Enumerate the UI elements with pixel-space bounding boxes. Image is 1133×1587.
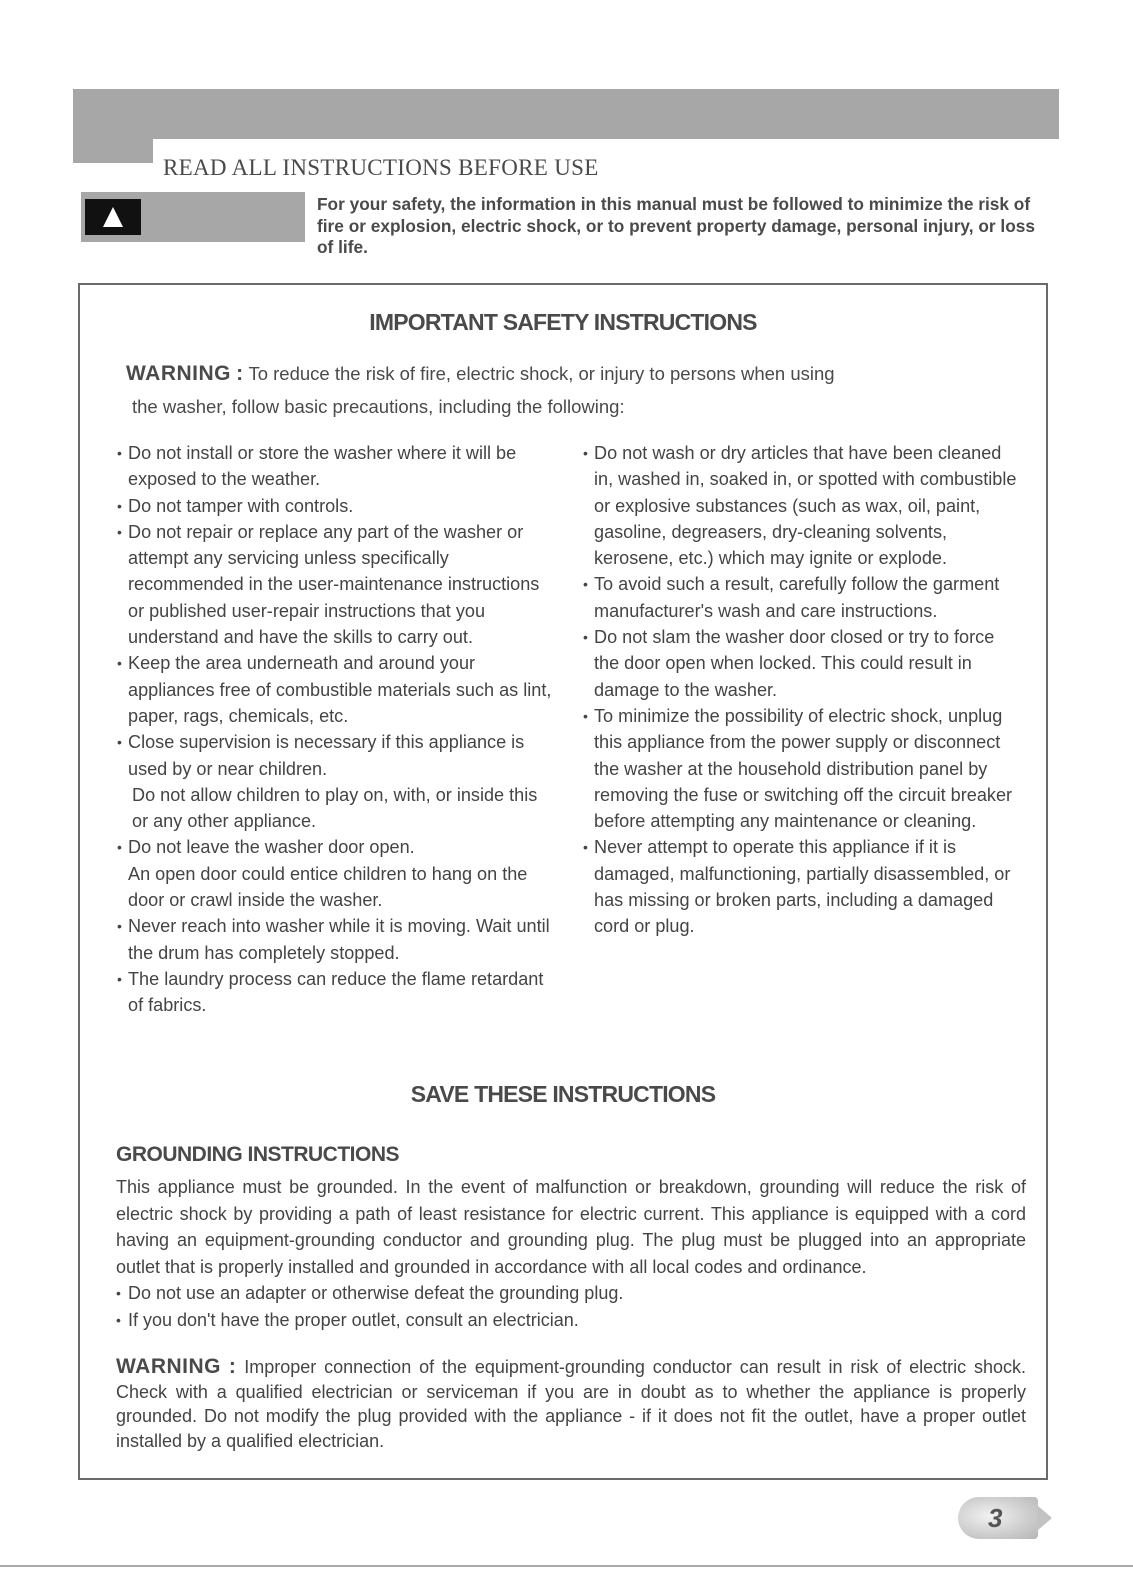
list-item: • Never reach into washer while it is moving. Wait until the drum has completely stopped.: [117, 913, 557, 966]
warning-intro-line-1: To reduce the risk of fire, electric shock, or injury to persons when using: [248, 363, 835, 384]
save-instructions-title: SAVE THESE INSTRUCTIONS: [410, 1081, 716, 1107]
important-safety-box: [78, 283, 1048, 1480]
list-item: • Keep the area underneath and around your appliances free of combustible materials such as lint, paper, rags, chemicals, etc.: [117, 650, 557, 729]
list-item: • Do not slam the washer door closed or try to force the door open when locked. This could result in damage to the washer.: [583, 624, 1023, 703]
warning-intro-line-2: the washer, follow basic precautions, including the following:: [132, 396, 625, 417]
warning-colon: :: [228, 1355, 237, 1378]
list-item-note: Do not allow children to play on, with, or inside this or any other appliance.: [132, 784, 538, 832]
list-item: • Never attempt to operate this appliance if it is damaged, malfunctioning, partially disassembled, or has missing or broken parts, including a damaged cord or plug.: [583, 834, 1023, 939]
grounding-title: GROUNDING INSTRUCTIONS: [116, 1143, 399, 1166]
warning-label: WARNING: [116, 1355, 221, 1378]
list-item: • Do not leave the washer door open. An open door could entice children to hang on the door or crawl inside the washer.: [117, 834, 557, 913]
list-item: • Close supervision is necessary if this appliance is used by or near children. Do not allow children to play on, with, or inside this or any other appliance.: [117, 729, 557, 834]
grounding-warning-text: Improper connection of the equipment-grounding conductor can result in risk of electric shock. Check with a qualified electrician or serviceman if you are in doubt as to whether the appliance is properly grounded. Do not modify the plug provided with the appliance - if it does not fit the outlet, have a proper outlet installed by a qualified electrician.: [116, 1357, 1026, 1451]
important-safety-title: IMPORTANT SAFETY INSTRUCTIONS: [369, 309, 757, 335]
list-item: • Do not repair or replace any part of the washer or attempt any servicing unless specifically recommended in the user-maintenance instructions or published user-repair instructions that you understand and have the skills to carry out.: [117, 519, 557, 650]
list-item: • To avoid such a result, carefully follow the garment manufacturer's wash and care instructions.: [583, 571, 1023, 624]
page-number: 3: [988, 1503, 1003, 1533]
list-item: • To minimize the possibility of electric shock, unplug this appliance from the power supply or disconnect the washer at the household distribution panel by removing the fuse or switching off the circuit breaker before attempting any maintenance or cleaning.: [583, 703, 1023, 834]
warning-banner: [81, 192, 305, 242]
warning-intro: [126, 357, 946, 423]
list-item: • If you don't have the proper outlet, consult an electrician.: [116, 1307, 1026, 1334]
grounding-instructions: [116, 1174, 1026, 1333]
safety-list-left: [117, 440, 557, 1019]
warning-colon: :: [236, 362, 244, 385]
warning-triangle-icon: [85, 199, 141, 235]
grounding-paragraph: This appliance must be grounded. In the event of malfunction or breakdown, grounding will reduce the risk of electric shock by providing a path of least resistance for electric current. This appliance is equipped with a cord having an equipment-grounding conductor and grounding plug. The plug must be plugged into an appropriate outlet that is properly installed and grounded in accordance with all local codes and ordinance.: [116, 1177, 1026, 1277]
bottom-divider: [0, 1565, 1133, 1567]
list-item-note: An open door could entice children to hang on the door or crawl inside the washer.: [128, 863, 528, 911]
header-bar-tab: [73, 139, 153, 163]
list-item: • Do not use an adapter or otherwise defeat the grounding plug.: [116, 1280, 1026, 1307]
list-item: • Do not install or store the washer where it will be exposed to the weather.: [117, 440, 557, 493]
header-bar: [73, 89, 1059, 139]
warning-label: WARNING: [126, 362, 231, 385]
list-item: • The laundry process can reduce the flame retardant of fabrics.: [117, 966, 557, 1019]
list-item: • Do not tamper with controls.: [117, 493, 557, 519]
page-title: READ ALL INSTRUCTIONS BEFORE USE: [163, 155, 599, 180]
list-item: • Do not wash or dry articles that have been cleaned in, washed in, soaked in, or spotted with combustible or explosive substances (such as wax, oil, paint, gasoline, degreasers, dry-cleaning solvents, kerosene, etc.) which may ignite or explode.: [583, 440, 1023, 571]
grounding-warning: [116, 1355, 1026, 1453]
page-number-tab: [958, 1497, 1038, 1539]
safety-intro-text: For your safety, the information in this manual must be followed to minimize the risk of fire or explosion, electric shock, or to prevent property damage, personal injury, or loss of life.: [317, 194, 1036, 257]
safety-list-right: [583, 440, 1023, 940]
